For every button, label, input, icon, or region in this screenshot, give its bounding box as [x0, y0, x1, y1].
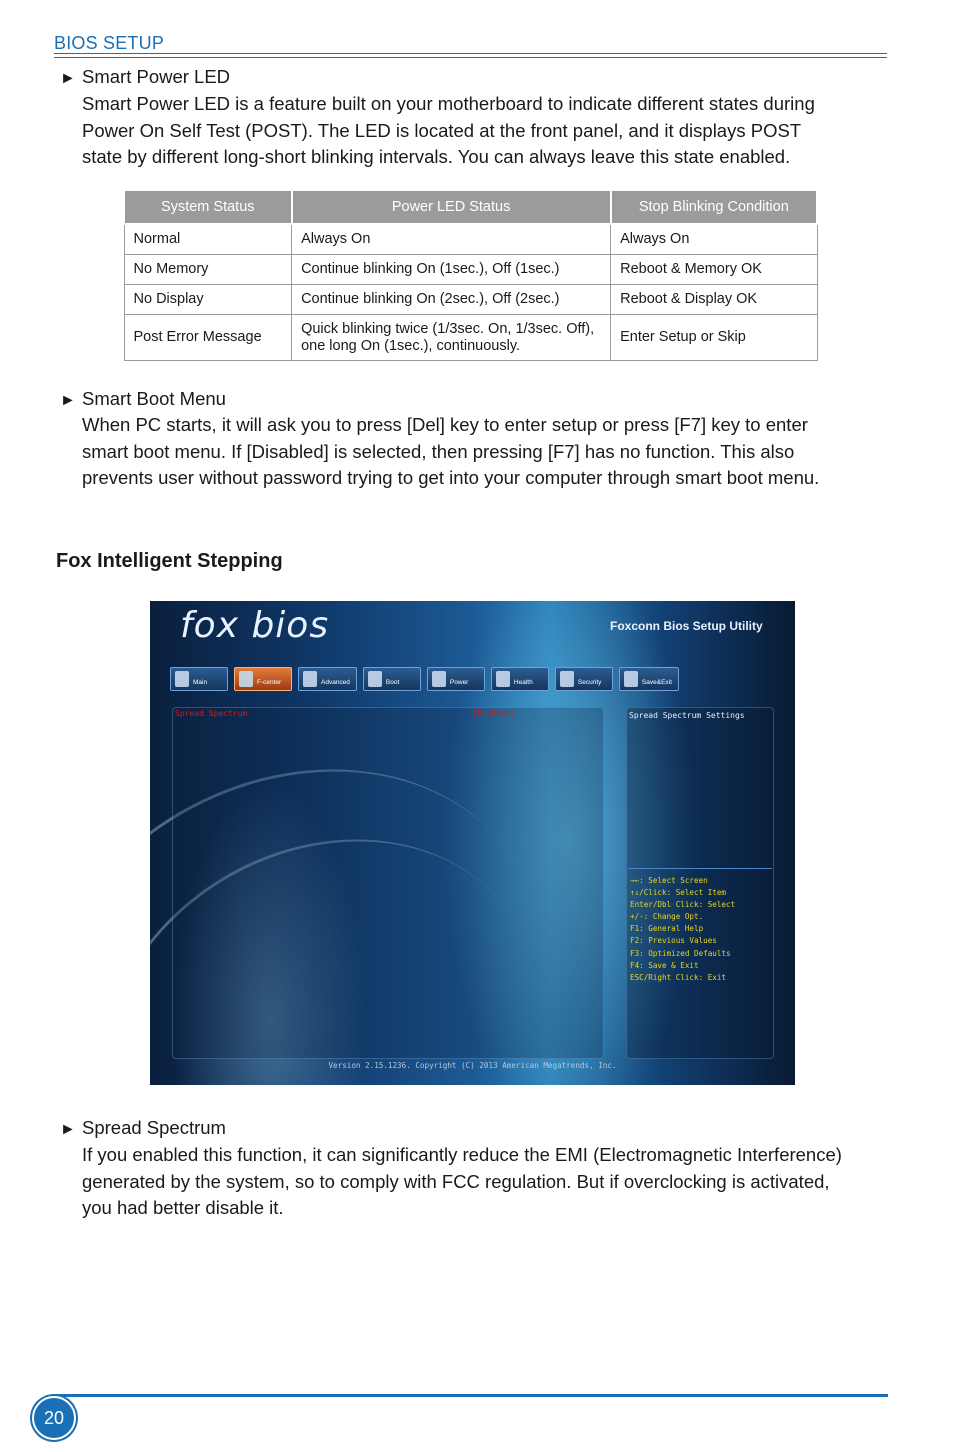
- led-status-table: [123, 189, 818, 361]
- tab-f-center[interactable]: [234, 667, 292, 691]
- tab-security[interactable]: [555, 667, 613, 691]
- option-spread-spectrum[interactable]: Spread Spectrum: [175, 709, 248, 718]
- table-row: [124, 315, 817, 361]
- key-legend-item: ↑↓/Click: Select Item: [630, 888, 727, 898]
- f-center-icon: [239, 671, 253, 687]
- key-legend-item: →←: Select Screen: [630, 876, 708, 885]
- tab-label: Advanced: [321, 679, 350, 686]
- bullet-label: Smart Power LED: [82, 66, 231, 87]
- table-row: [124, 255, 817, 285]
- key-legend-item: F2: Previous Values: [630, 936, 717, 946]
- tab-advanced[interactable]: [298, 667, 357, 691]
- main-icon: [175, 671, 189, 687]
- paragraph-line: you had better disable it.: [82, 1197, 284, 1219]
- spread-spectrum-paragraph: [82, 1142, 912, 1222]
- table-cell: Post Error Message: [124, 315, 292, 361]
- header-title: BIOS SETUP: [54, 33, 165, 53]
- help-divider: [628, 868, 772, 869]
- bullet-spread-spectrum: [60, 1115, 226, 1144]
- key-legend-item: +/-: Change Opt.: [630, 912, 704, 922]
- smart-power-led-paragraph: [82, 91, 892, 171]
- key-legend-item: F1: General Help: [630, 924, 704, 934]
- table-row: [124, 224, 817, 255]
- table-cell: Always On: [292, 224, 611, 255]
- tab-label: Health: [513, 679, 533, 686]
- column-header: System Status: [124, 190, 292, 224]
- key-legend-item: F3: Optimized Defaults: [630, 948, 731, 958]
- paragraph-line: If you enabled this function, it can significantly reduce the EMI (Electromagnetic Interference): [82, 1144, 842, 1165]
- tab-label: Boot: [385, 679, 400, 686]
- table-cell: Always On: [611, 224, 817, 255]
- paragraph-line: state by different long-short blinking intervals. You can always leave this state enabled.: [82, 146, 791, 168]
- table-cell: No Memory: [124, 255, 292, 285]
- key-legend-item: ESC/Right Click: Exit: [630, 972, 727, 982]
- column-header: Power LED Status: [292, 190, 611, 224]
- boot-icon: [368, 671, 382, 687]
- tab-label: Power: [449, 679, 469, 686]
- tab-health[interactable]: [491, 667, 549, 691]
- section-heading: Fox Intelligent Stepping: [56, 550, 283, 572]
- bullet-smart-boot-menu: [60, 386, 226, 415]
- footer-rule: [54, 1394, 888, 1397]
- tab-label: Save&Exit: [641, 679, 672, 686]
- option-value[interactable]: [Enabled]: [472, 709, 516, 718]
- table-cell: No Display: [124, 285, 292, 315]
- bullet-arrow-icon: ►: [60, 392, 76, 409]
- tab-power[interactable]: [427, 667, 485, 691]
- bullet-arrow-icon: ►: [60, 1121, 76, 1138]
- key-legend-item: Enter/Dbl Click: Select: [630, 900, 736, 910]
- column-header: Stop Blinking Condition: [611, 190, 817, 224]
- bios-screenshot: [150, 601, 795, 1085]
- bullet-smart-power-led: [60, 64, 230, 93]
- bios-version: Version 2.15.1236. Copyright (C) 2013 American Megatrends, Inc.: [328, 1061, 617, 1070]
- table-cell: Normal: [124, 224, 292, 255]
- tab-label: Main: [193, 679, 208, 686]
- paragraph-line: generated by the system, so to comply with FCC regulation. But if overclocking is activated,: [82, 1170, 830, 1192]
- tab-save-exit[interactable]: [619, 667, 679, 691]
- table-cell: Reboot & Display OK: [611, 285, 817, 315]
- lock-icon: [560, 671, 574, 687]
- table-cell: Continue blinking On (1sec.), Off (1sec.): [292, 255, 611, 285]
- table-row: [124, 285, 817, 315]
- paragraph-line: Power On Self Test (POST). The LED is located at the front panel, and it displays POST: [82, 119, 802, 141]
- bullet-label: Smart Boot Menu: [82, 388, 226, 409]
- table-cell: Enter Setup or Skip: [611, 315, 817, 361]
- table-cell: Reboot & Memory OK: [611, 255, 817, 285]
- advanced-icon: [303, 671, 317, 687]
- key-legend: [630, 875, 735, 984]
- page-number: 20: [32, 1396, 76, 1440]
- bullet-arrow-icon: ►: [60, 70, 76, 87]
- bullet-label: Spread Spectrum: [82, 1117, 226, 1138]
- tab-label: F-center: [257, 679, 282, 686]
- paragraph-line: prevents user without password trying to get into your computer through smart boot menu.: [82, 467, 820, 489]
- header-rule: [54, 53, 887, 58]
- health-icon: [496, 671, 510, 687]
- paragraph-line: When PC starts, it will ask you to press [Del] key to enter setup or press [F7] key to enter: [82, 414, 808, 435]
- bios-logo: fox bios: [180, 605, 330, 646]
- tab-boot[interactable]: [363, 667, 421, 691]
- help-title: Spread Spectrum Settings: [629, 711, 745, 720]
- table-header-row: [124, 190, 817, 224]
- tab-label: Security: [577, 679, 602, 686]
- bios-utility-title: Foxconn Bios Setup Utility: [610, 619, 763, 633]
- key-legend-item: F4: Save & Exit: [630, 960, 699, 970]
- table-cell: Quick blinking twice (1/3sec. On, 1/3sec. Off), one long On (1sec.), continuously.: [292, 315, 611, 361]
- table-cell: Continue blinking On (2sec.), Off (2sec.): [292, 285, 611, 315]
- power-icon: [432, 671, 446, 687]
- bios-options-panel: [172, 707, 604, 1059]
- save-exit-icon: [624, 671, 638, 687]
- bios-menubar: [170, 667, 710, 693]
- paragraph-line: Smart Power LED is a feature built on your motherboard to indicate different states during: [82, 93, 815, 114]
- tab-main[interactable]: [170, 667, 228, 691]
- paragraph-line: smart boot menu. If [Disabled] is selected, then pressing [F7] has no function. This also: [82, 440, 795, 462]
- smart-boot-menu-paragraph: [82, 412, 892, 492]
